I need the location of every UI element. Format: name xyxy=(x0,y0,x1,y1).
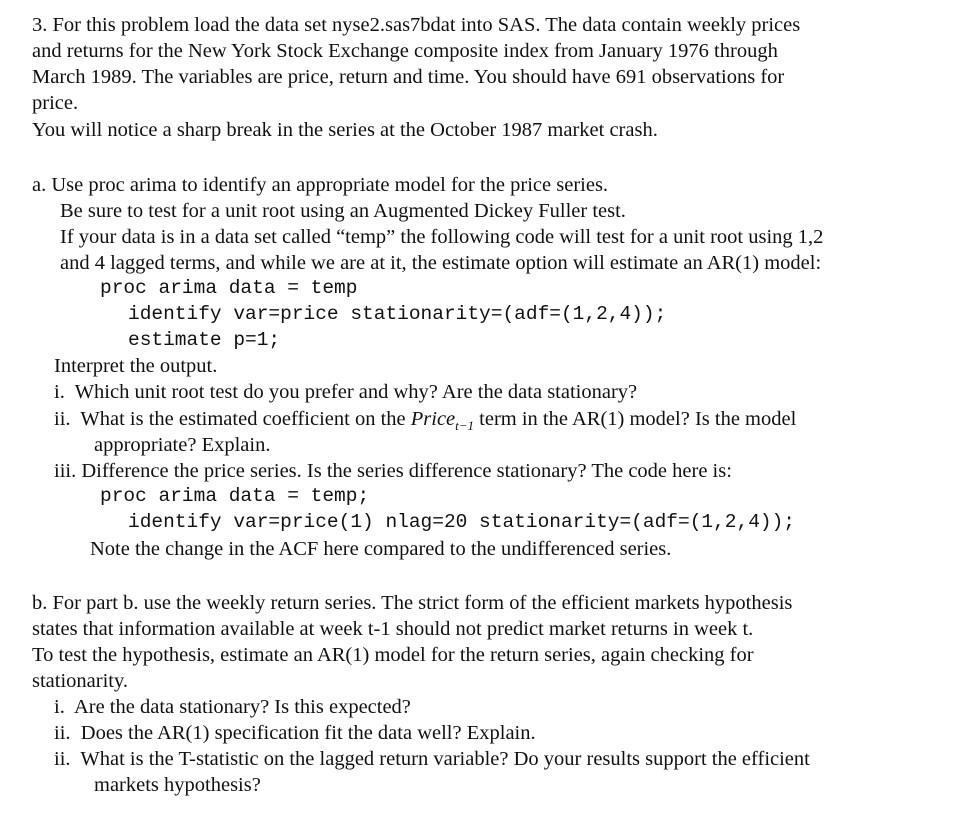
code-line-4: proc arima data = temp; xyxy=(100,485,370,507)
part-a-line-4: and 4 lagged terms, and while we are at it, the estimate option will estimate an AR(1) model: xyxy=(60,252,822,274)
question-b-i: i. Are the data stationary? Is this expected? xyxy=(54,696,411,718)
question-b-ii: ii. Does the AR(1) specification fit the data well? Explain. xyxy=(54,722,536,744)
question-a-ii xyxy=(54,406,796,432)
intro-line-4: price. xyxy=(32,92,79,114)
intro-line-2: and returns for the New York Stock Exchange composite index from January 1976 through xyxy=(32,40,778,62)
price-variable: Price xyxy=(410,408,456,430)
code-line-3: estimate p=1; xyxy=(128,329,281,351)
question-b-iii-continued: markets hypothesis? xyxy=(94,774,261,796)
question-a-ii-prefix: ii. What is the estimated coefficient on the xyxy=(54,408,411,430)
question-a-ii-continued: appropriate? Explain. xyxy=(94,434,271,456)
part-a-line-2: Be sure to test for a unit root using an Augmented Dickey Fuller test. xyxy=(60,200,626,222)
question-a-ii-suffix: term in the AR(1) model? Is the model xyxy=(474,408,797,430)
part-b-line-1: b. For part b. use the weekly return series. The strict form of the efficient markets hypothesis xyxy=(32,592,793,614)
code-line-2: identify var=price stationarity=(adf=(1,2,4)); xyxy=(128,303,667,325)
part-a-line-1: a. Use proc arima to identify an appropriate model for the price series. xyxy=(32,174,609,196)
part-b-line-2: states that information available at week t-1 should not predict market returns in week t. xyxy=(32,618,754,640)
interpret-line: Interpret the output. xyxy=(54,355,218,377)
price-subscript: t−1 xyxy=(455,418,475,434)
question-a-i: i. Which unit root test do you prefer and why? Are the data stationary? xyxy=(54,381,638,403)
part-b-line-4: stationarity. xyxy=(32,670,129,692)
intro-line-3: March 1989. The variables are price, return and time. You should have 691 observations for xyxy=(32,66,785,88)
part-b-line-3: To test the hypothesis, estimate an AR(1) model for the return series, again checking for xyxy=(32,644,754,666)
code-line-5: identify var=price(1) nlag=20 stationarity=(adf=(1,2,4)); xyxy=(128,511,796,533)
question-b-iii: ii. What is the T-statistic on the lagged return variable? Do your results support the efficient xyxy=(54,748,810,770)
intro-line-5: You will notice a sharp break in the series at the October 1987 market crash. xyxy=(32,119,658,141)
code-line-1: proc arima data = temp xyxy=(100,277,358,299)
question-a-iii: iii. Difference the price series. Is the series difference stationary? The code here is: xyxy=(54,460,732,482)
intro-line-1: 3. For this problem load the data set nyse2.sas7bdat into SAS. The data contain weekly prices xyxy=(32,14,801,36)
part-a-line-3: If your data is in a data set called “temp” the following code will test for a unit root using 1,2 xyxy=(60,226,824,248)
note-line: Note the change in the ACF here compared to the undifferenced series. xyxy=(90,538,672,560)
